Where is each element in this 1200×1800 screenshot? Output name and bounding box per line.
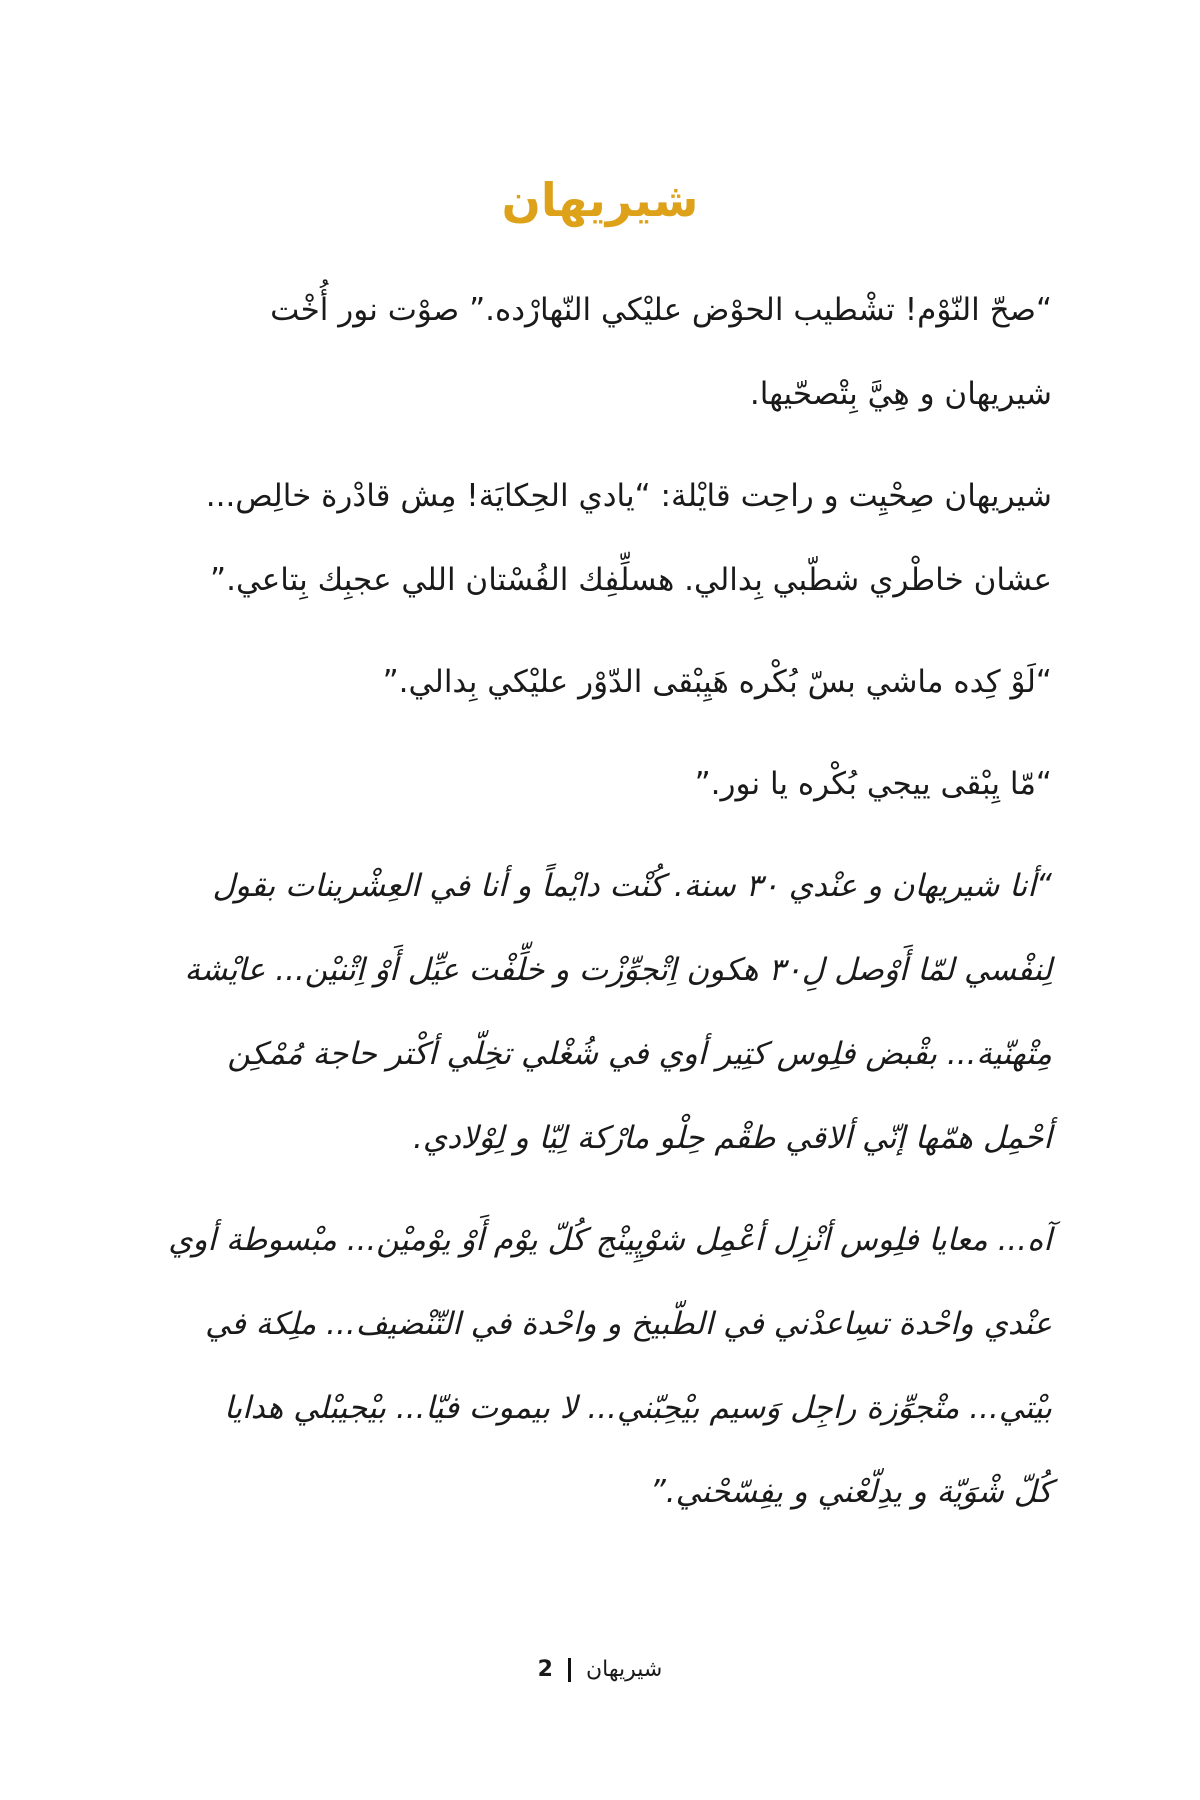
text-line: كُلّ شْوَيّة و يدِلّعْني و يفِسّحْني.” [649,1474,1052,1510]
text-line: عشان خاطْري شطّبي بِدالي. هسلِّفِك الفُسْتان اللي عجبِك بِتاعي.” [210,562,1052,598]
text-line: عنْدي واحْدة تسِاعدْني في الطّبيخ و واحْدة في التّنْضيف... ملِكة في [205,1306,1052,1342]
text-line: شيريهان و هِيَّ بِتْصحّيها. [749,376,1052,412]
paragraph-2 [150,454,1052,622]
paragraph-3 [150,640,1052,724]
footer-chapter-title: شيريهان [585,1657,663,1682]
footer-divider [568,1658,571,1682]
chapter-title: شيريهان [501,173,699,227]
text-line: أحْمِل همّها إنّي ألاقي طقْم حِلْو مارْكة لِيّا و لِوْلادي. [413,1120,1052,1156]
text-line: شيريهان صِحْيِت و راحِت قايْلة: “يادي الحِكايَة! مِش قادْرة خالِص... [205,478,1052,514]
text-line: بيْتي... متْجوِّزة راجِل وَسيم بيْحِبّني... لا بيموت فيّا... بيْجيبْلي هدايا [224,1390,1052,1426]
paragraph-4 [150,742,1052,826]
text-line: لِنفْسي لمّا أَوْصل لِ٣٠ هكون اِتْجوِّزْت و خلِّفْت عيِّل أَوْ اِتْنيْن... عايْشة [184,952,1052,988]
text-line: مِتْهنّية... بقْبض فلِوس كتِير أوي في شُغْلي تخِلّي أكْتر حاجة مُمْكِن [227,1036,1052,1072]
page-footer [0,1652,1200,1688]
text-line: “لَوْ كِده ماشي بسّ بُكْره هَيِبْقى الدّوْر عليْكي بِدالي.” [382,664,1052,700]
page-number: 2 [537,1657,553,1682]
text-line: “مّا يِبْقى ييجي بُكْره يا نور.” [694,766,1052,802]
text-line: “أنا شيريهان و عنْدي ٣٠ سنة. كُنْت دايْماً و أنا في العِشْرينات بقول [212,868,1052,904]
paragraph-6-inner-monologue [150,1198,1052,1534]
text-line: “صحّ النّوْم! تشْطيب الحوْض عليْكي النّهارْده.” صوْت نور أُخْت [270,292,1052,328]
paragraph-1 [150,268,1052,436]
paragraph-5-inner-monologue [150,844,1052,1180]
story-body [150,268,1052,1552]
text-line: آه... معايا فلِوس أنْزِل أعْمِل شوْپِينْج كُلّ يوْم أَوْ يوْميْن... مبْسوطة أوي [168,1222,1052,1258]
